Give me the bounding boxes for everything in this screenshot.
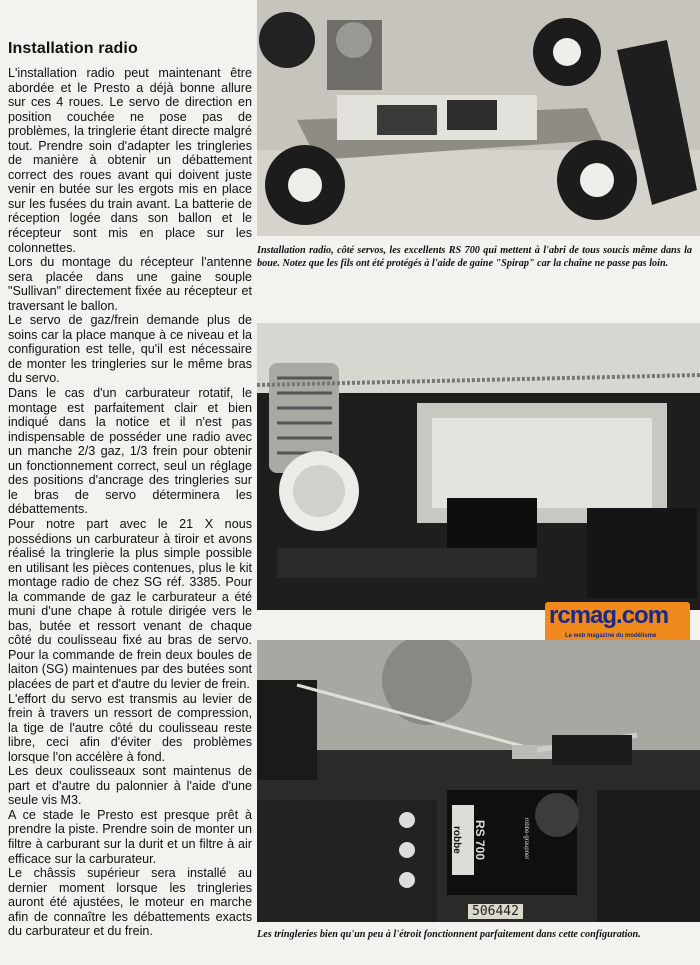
servo-model-label: RS 700 xyxy=(473,820,487,861)
paragraph: L'installation radio peut maintenant être abordée et le Presto a déjà bonne allure sur ces 4 roues. Le servo de direction en position couchée ne pose pas de problèmes, la tringlerie étant directe malgré tout. Prendre soin d'adapter les tringleries de manière à obtenir un débattement correct des roues avant qui doivent juste venir en butée sur les ergots mis en place sur les fusées du train avant. La batterie de réception logée dans son ballon et le récepteur sont mis en place sur les colonnettes. xyxy=(8,66,252,255)
photo-engine xyxy=(257,323,700,610)
photo-linkage xyxy=(257,640,700,922)
engine-illustration xyxy=(257,323,700,610)
caption-bottom: Les tringleries bien qu'un peu à l'étroit fonctionnent parfaitement dans cette configuration. xyxy=(257,929,641,940)
section-title: Installation radio xyxy=(8,40,138,57)
logo-name: rcmag.com xyxy=(549,602,669,629)
photo-chassis-side xyxy=(257,0,700,236)
linkage-illustration xyxy=(257,640,700,922)
paragraph: Le châssis supérieur sera installé au dernier moment lorsque les tringleries auront été ajustées, le moteur en marche afin de connaître les débattements exacts du carburateur et du frein. xyxy=(8,866,252,939)
logo-tagline: Le web magazine du modélisme xyxy=(565,633,657,639)
paragraph: Les deux coulisseaux sont maintenus de part et d'autre du palonnier à l'aide d'une seule vis M3. xyxy=(8,764,252,808)
paragraph: Pour notre part avec le 21 X nous possédions un carburateur à tiroir et avons réalisé la tringlerie la plus simple possible en utilisant les pièces contenues, plus le kit montage radio de chez SG réf. 3385. Pour la commande de gaz le carburateur a été muni d'une chape à rotule dirigée vers le bas, butée et ressort venant de chaque côté du coulisseau fixé au bras de servo. Pour la commande de frein deux boules de laiton (SG) maintenues par des butées sont placées de part et d'autre du levier de frein. xyxy=(8,516,252,691)
paragraph: Dans le cas d'un carburateur rotatif, le montage est parfaitement clair et bien indiqué dans la notice et il n'est pas indispensable de posséder une radio avec un manche 2/3 gaz, 1/3 frein pour obtenir un fonctionnement correct, seul un réglage des positions d'ancrage des tringleries sur le bras de servo déterminera les débattements. xyxy=(8,386,252,517)
chassis-illustration xyxy=(257,0,700,236)
servo-small-label: robbe-graupner xyxy=(523,818,529,860)
paragraph: L'effort du servo est transmis au levier de frein à travers un ressort de compression, la tige de l'autre côté du coulisseau reste libre, ceci afin d'éviter des problèmes lorsque l'on accélère à fond. xyxy=(8,691,252,764)
servo-brand-label: robbe xyxy=(451,826,462,854)
article-column xyxy=(8,40,252,939)
caption-top: Installation radio, côté servos, les excellents RS 700 qui mettent à l'abri de tous soucis même dans la boue. Notez que les fils ont été protégés à l'aide de gaine "Spirap" car la chaîne ne passe pas loin. xyxy=(257,245,692,269)
paragraph: Lors du montage du récepteur l'antenne sera placée dans une gaine souple "Sullivan" directement fixée au récepteur et traversant le ballon. xyxy=(8,255,252,313)
paragraph: A ce stade le Presto est presque prêt à prendre la piste. Prendre soin de monter un filtre à carburant sur la durit et un filtre à air efficace sur la carburateur. xyxy=(8,807,252,866)
serial-number: 506442 xyxy=(468,904,523,919)
paragraph: Le servo de gaz/frein demande plus de soins car la place manque à ce niveau et la configuration est telle, qu'il est nécessaire de monter les tringleries sur le même bras du servo. xyxy=(8,313,252,386)
